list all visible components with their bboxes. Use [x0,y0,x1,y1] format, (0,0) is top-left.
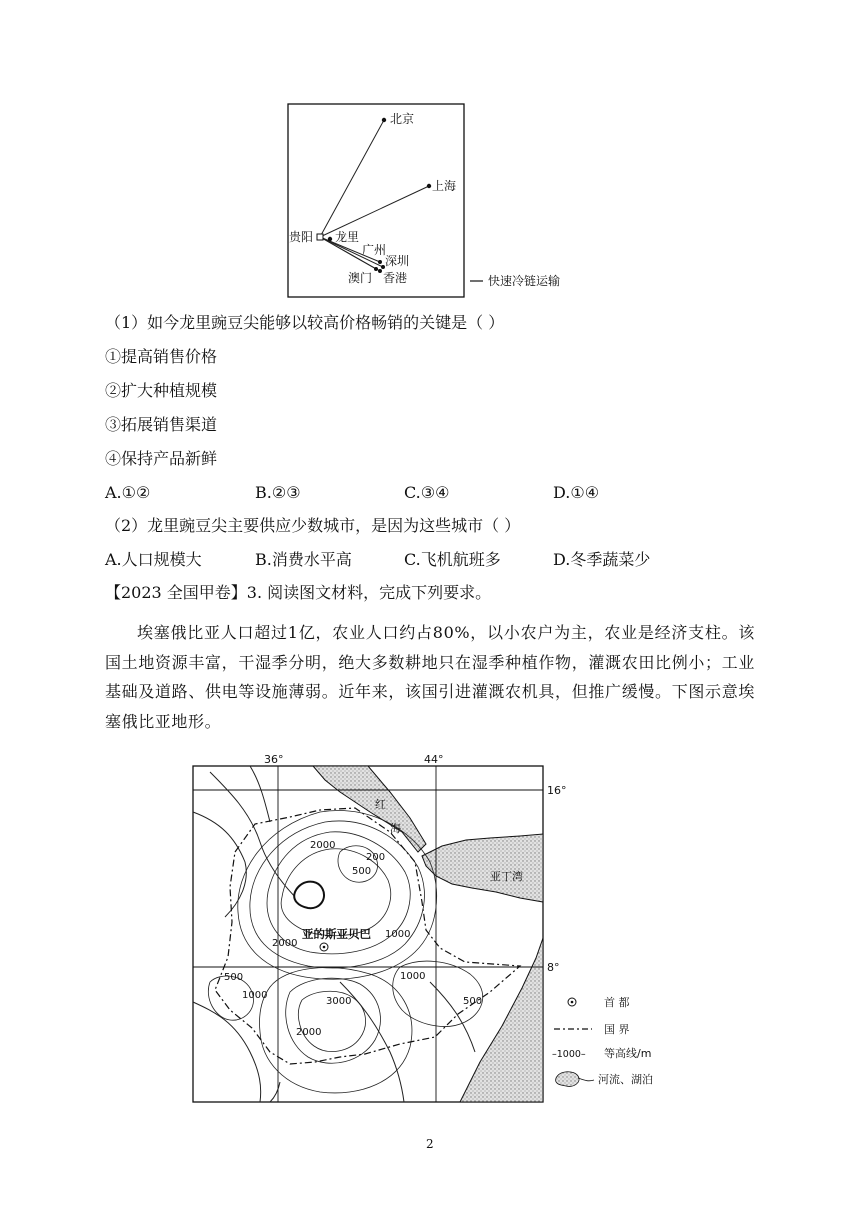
q1-option-b[interactable]: B.②③ [255,483,301,502]
route-legend-label: 快速冷链运输 [488,274,561,288]
city-beijing: 北京 [390,112,415,126]
map-legend [552,995,653,1086]
q2-stem: （2）龙里豌豆尖主要供应少数城市，是因为这些城市（ ） [105,516,521,535]
city-guangzhou: 广州 [362,243,387,257]
gulf-label: 亚丁湾 [490,870,523,883]
lat-16: 16° [547,784,567,797]
legend-border: 国 界 [604,1023,630,1036]
contour-label-11: 2000 [296,1027,322,1038]
city-guiyang: 贵阳 [289,230,314,244]
q1-item-2: ②扩大种植规模 [105,381,218,400]
contour-label-3: 500 [352,866,372,877]
q2-option-b[interactable]: B.消费水平高 [255,550,352,569]
q1-item-1: ①提高销售价格 [105,347,218,366]
legend-water: 河流、湖泊 [598,1073,653,1086]
city-longli: 龙里 [335,230,360,244]
contour-label-6: 500 [224,972,244,983]
contour-label-9: 3000 [326,996,352,1007]
lon-44: 44° [424,753,444,766]
contour-label-7: 1000 [242,990,268,1001]
ethiopia-terrain-map [190,752,670,1104]
q2-option-c[interactable]: C.飞机航班多 [404,550,501,569]
q1-item-3: ③拓展销售渠道 [105,415,218,434]
contour-label-10: 500 [463,996,483,1007]
sea-label-hai: 海 [390,822,401,835]
q2-option-a[interactable]: A.人口规模大 [105,550,202,569]
city-shanghai: 上海 [432,179,457,193]
legend-capital: 首 都 [604,996,630,1009]
q1-stem: （1）如今龙里豌豆尖能够以较高价格畅销的关键是（ ） [105,313,505,332]
city-shenzhen: 深圳 [385,254,410,268]
contour-label-4: 2000 [272,938,298,949]
contour-label-1: 2000 [310,840,336,851]
route-map [280,100,590,300]
lat-8: 8° [547,961,560,974]
legend-contour: 等高线/m [604,1047,652,1060]
city-hongkong: 香港 [383,271,408,285]
q1-option-a[interactable]: A.①② [105,483,151,502]
legend-contour-sample: –1000– [552,1049,586,1060]
contour-label-8: 1000 [400,971,426,982]
q2-option-d[interactable]: D.冬季蔬菜少 [553,550,651,569]
contour-label-5: 1000 [385,929,411,940]
q1-item-4: ④保持产品新鲜 [105,449,218,468]
q1-option-d[interactable]: D.①④ [553,483,600,502]
q3-paragraph: 埃塞俄比亚人口超过1亿，农业人口约占80%，以小农户为主，农业是经济支柱。该国土地资源丰富，干湿季分明，绝大多数耕地只在湿季种植作物，灌溉农田比例小；工业基础及道路、供电等设施薄弱。近年来，该国引进灌溉农机具，但推广缓慢。下图示意埃塞俄比亚地形。 [105,623,755,731]
sea-label-hong: 红 [375,798,386,811]
lon-36: 36° [264,753,284,766]
contour-label-2: 200 [366,852,386,863]
capital-label: 亚的斯亚贝巴 [302,927,371,941]
page-number: 2 [426,1137,434,1151]
city-macau: 澳门 [348,271,373,285]
route-beijing [320,120,384,237]
q1-option-c[interactable]: C.③④ [404,483,450,502]
q3-header: 【2023 全国甲卷】3. 阅读图文材料，完成下列要求。 [105,583,492,602]
